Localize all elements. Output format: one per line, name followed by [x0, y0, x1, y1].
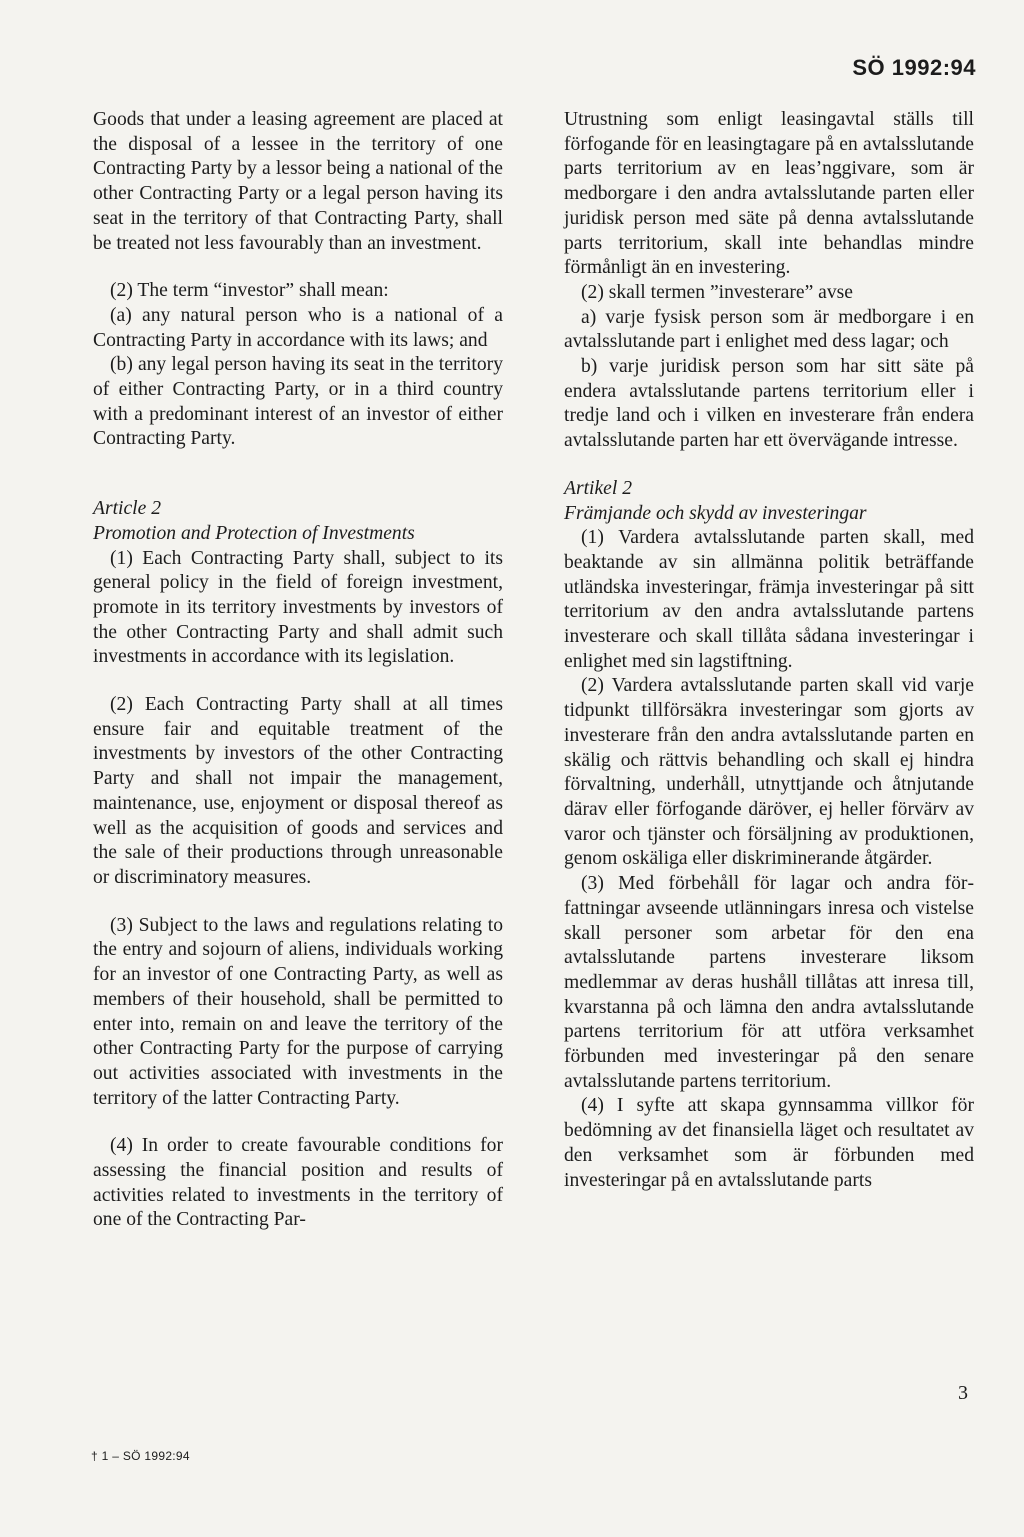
- english-investor-definition: (2) The term “investor” shall mean:: [110, 280, 389, 302]
- english-leasing-paragraph: Goods that under a leasing agreement are placed at the disposal of a lessee in the territory of one Contracting Party by a lessor being a national of the other Contracting Party or a legal person having its seat in the territory of that Contracting Party, shall be treated not less favourably than an investment.: [93, 109, 503, 254]
- swedish-article-title: Främjande och skydd av investeringar: [564, 502, 867, 524]
- english-legal-person-clause: (b) any legal person having its seat in the territory of either Contracting Party, or in a third country with a predominant interest of an investor of either Contracting Party.: [93, 354, 503, 450]
- swedish-leasing-paragraph: Utrustning som enligt leasingavtal ställs till förfogande för en leasingtagare på en avtalsslutande parts territorium av en leas’nggivare, som är medborgare i den andra avtalsslutande parten eller juridisk person med säte på denna avtalsslutande parts territorium, skall inte behandlas mindre förmånligt än en investering.: [564, 109, 974, 279]
- english-natural-person-clause: (a) any natural person who is a national of a Contracting Party in accordance with its laws; and: [93, 304, 503, 351]
- english-article-para-3: (3) Subject to the laws and regulations relating to the entry and sojourn of aliens, individuals working for an investor of one Contracting Party, as well as members of their household, shall be permitted to enter into, remain on and leave the territory of the other Contracting Party for the purpose of carrying out activities associated with investments in the territory of the latter Contracting Party.: [93, 914, 503, 1109]
- english-article-title: Promotion and Protection of Investments: [93, 522, 415, 544]
- english-column: [93, 108, 503, 1233]
- swedish-natural-person-clause: a) varje fysisk person som är medborgare i en avtalsslutande part i enlighet med dess lagar; och: [564, 306, 974, 353]
- swedish-legal-person-clause: b) varje juridisk person som har sitt säte på endera avtalsslutande partens territorium eller i tredje land och i vilken en investerare från endera avtalsslutande parten har ett övervägande intresse.: [564, 356, 974, 452]
- swedish-article-para-2: (2) Vardera avtalsslutande parten skall vid varje tidpunkt tillförsäkra investeringar som gjorts av investerare från den andra avtalsslutande parten en skälig och rättvis behandling och skall ej hindra förvaltning, underhåll, utnyttjande och åtnjutande därav eller förfogande däröver, ej heller förvärv av varor och tjänster och försäljning av produktionen, genom oskäliga eller diskriminerande åtgärder.: [564, 675, 974, 870]
- english-article-para-4: (4) In order to create favourable conditions for assessing the financial position and results of activities related to investments in the territory of one of the Contracting Par-: [93, 1135, 503, 1231]
- swedish-article-para-4: (4) I syfte att skapa gynnsamma villkor för bedömning av det finansiella läget och resultatet av den verksamhet som är förbunden med investeringar på en avtalsslutande parts: [564, 1095, 974, 1191]
- footer-code: † 1 – SÖ 1992:94: [91, 1449, 190, 1463]
- swedish-column: [564, 108, 974, 1193]
- swedish-article-para-1: (1) Vardera avtalsslutande parten skall, med beaktande av sin allmänna politik beträffande utländska investeringar, främja investeringar på sitt territorium av den andra avtalsslutande partens investerare och skall tillåta sådana investeringar i enlighet med sin lagstiftning.: [564, 527, 974, 672]
- english-article-para-1: (1) Each Contracting Party shall, subject to its general policy in the field of foreign investment, promote in its territory investments by investors of the other Contracting Party and shall admit such investments in accordance with its legislation.: [93, 547, 503, 668]
- swedish-article-para-3: (3) Med förbehåll för lagar och andra författningar avseende utlänningars inresa och vistelse skall personer som arbetar för den ena avtalsslutande partens investerare liksom medlemmar av deras hushåll tillåtas att inresa till, kvarstanna på och lämna den andra avtalsslutande partens territorium för att utföra verksamhet förbunden med investeringar på den senare avtalsslutande partens territorium.: [564, 873, 974, 1092]
- swedish-investor-definition: (2) skall termen ”investerare” avse: [581, 281, 853, 303]
- english-article-para-2: (2) Each Contracting Party shall at all times ensure fair and equitable treatment of the investments by investors of the other Contracting Party and shall not impair the management, maintenance, use, enjoyment or disposal thereof as well as the acquisition of goods and services and the sale of their productions through unreasonable or discriminatory measures.: [93, 694, 503, 888]
- english-article-label: Article 2: [93, 498, 162, 520]
- swedish-article-label: Artikel 2: [564, 477, 633, 499]
- document-code-header: SÖ 1992:94: [852, 55, 976, 80]
- page-number: 3: [958, 1382, 968, 1404]
